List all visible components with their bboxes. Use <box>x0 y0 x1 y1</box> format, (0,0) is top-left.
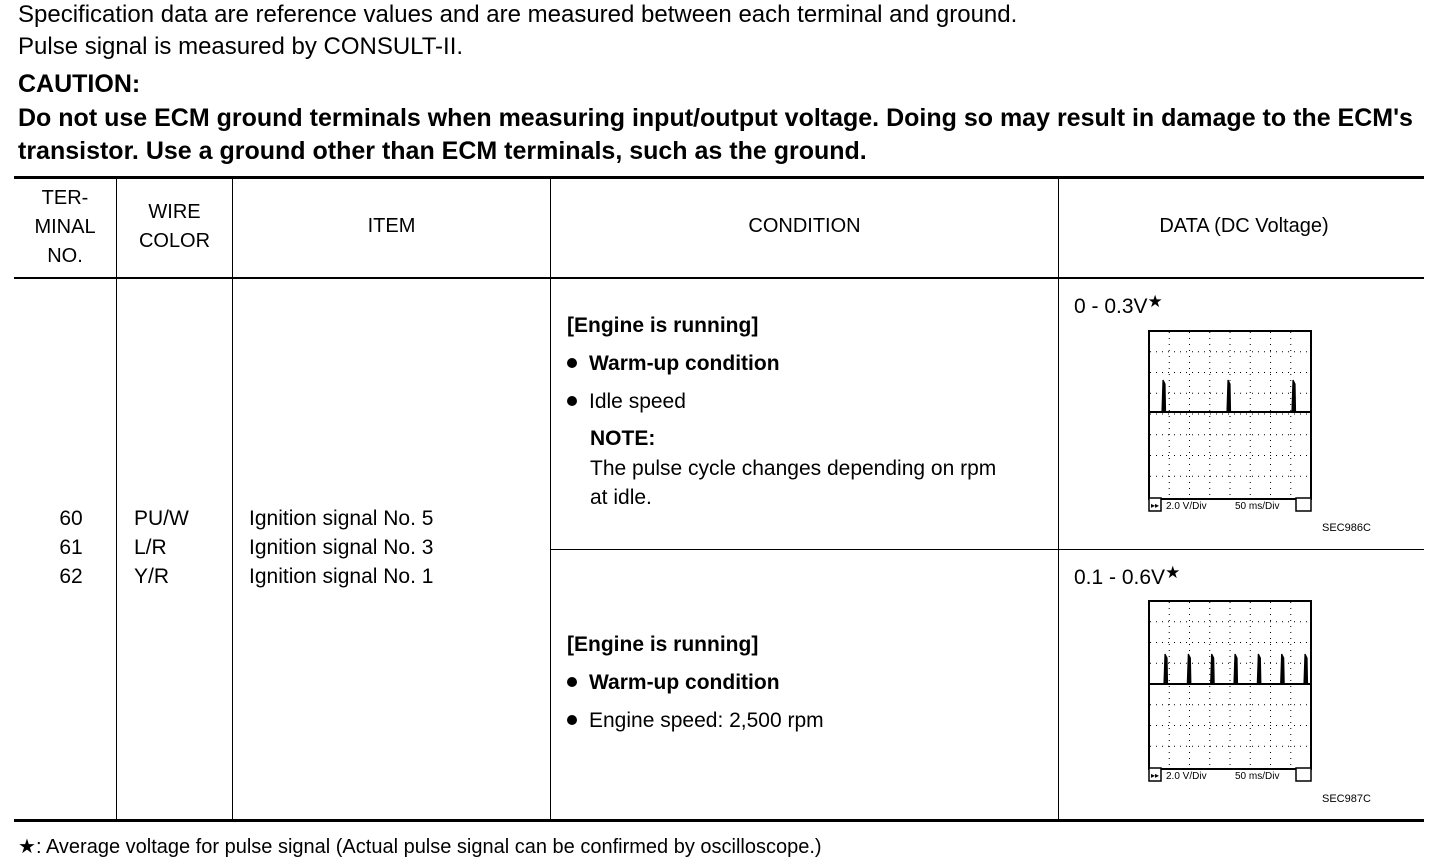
column-divider-2 <box>232 179 233 820</box>
bullet-icon <box>567 396 577 406</box>
header-wire-color <box>117 198 232 256</box>
caution-title: CAUTION: <box>18 70 141 98</box>
svg-text:▸▸: ▸▸ <box>1150 771 1160 780</box>
note-text-line-2: at idle. <box>590 486 652 509</box>
oscilloscope-waveform-2 <box>1148 600 1312 782</box>
voltage-range: 0 - 0.3V <box>1074 295 1148 318</box>
pulse-spike <box>1292 380 1296 412</box>
terminal-column <box>14 504 128 591</box>
note-title: NOTE: <box>590 427 656 450</box>
star-icon: ★ <box>1165 563 1181 582</box>
svg-text:▸▸: ▸▸ <box>1150 501 1160 510</box>
condition-bullet-text: Warm-up condition <box>589 352 780 375</box>
pulse-spike <box>1227 380 1231 412</box>
table-bottom-rule <box>14 819 1424 822</box>
column-divider-4 <box>1058 179 1059 820</box>
header-wire-line-2: COLOR <box>138 230 211 252</box>
star-icon: ★ <box>18 836 36 858</box>
condition-bullet <box>567 671 780 695</box>
pulse-spike <box>1162 380 1166 412</box>
item-name: Ignition signal No. 5 <box>249 507 434 530</box>
bullet-icon <box>567 677 577 687</box>
intro-line-1: Specification data are reference values and are measured between each terminal and ground. <box>18 1 1018 28</box>
column-divider-1 <box>116 179 117 820</box>
bullet-icon <box>567 358 577 368</box>
scope-volt-div: 2.0 V/Div <box>1166 501 1207 512</box>
condition-bullet <box>567 709 824 733</box>
star-icon: ★ <box>1147 292 1163 311</box>
pulse-spike <box>1234 654 1238 684</box>
header-condition: CONDITION <box>748 215 861 237</box>
column-divider-3 <box>550 179 551 820</box>
header-item: ITEM <box>367 215 416 237</box>
condition-heading: [Engine is running] <box>567 314 759 337</box>
condition-bullet <box>567 352 780 376</box>
table-header-rule <box>14 277 1424 279</box>
header-data: DATA (DC Voltage) <box>1159 215 1329 237</box>
note-text-line-1: The pulse cycle changes depending on rpm <box>590 457 997 480</box>
voltage-range: 0.1 - 0.6V <box>1074 566 1166 589</box>
condition-bullet-text: Engine speed: 2,500 rpm <box>589 709 824 732</box>
figure-code-2: SEC987C <box>1322 793 1371 805</box>
bullet-icon <box>567 715 577 725</box>
footnote <box>18 834 822 859</box>
intro-line-2: Pulse signal is measured by CONSULT-II. <box>18 33 464 60</box>
table-top-rule <box>14 176 1424 179</box>
condition-bullet <box>567 390 686 414</box>
scope-volt-div: 2.0 V/Div <box>1166 771 1207 782</box>
header-terminal-line-2: MINAL <box>34 216 96 238</box>
wire-color: Y/R <box>134 565 170 588</box>
terminal-number: 62 <box>59 565 83 588</box>
header-terminal-no <box>14 184 116 271</box>
condition-divider <box>550 549 1424 550</box>
caution-body: Do not use ECM ground terminals when measuring input/output voltage. Doing so may result in damage to the ECM's transistor. Use a ground other than ECM terminals, such as the ground. <box>18 104 1413 165</box>
item-name: Ignition signal No. 3 <box>249 536 434 559</box>
pulse-spike <box>1164 654 1168 684</box>
wire-color: L/R <box>134 536 167 559</box>
header-terminal-line-1: TER- <box>41 187 89 209</box>
item-name: Ignition signal No. 1 <box>249 565 434 588</box>
pulse-spike <box>1187 654 1191 684</box>
item-column <box>249 504 433 591</box>
pulse-spike <box>1304 654 1308 684</box>
wire-color-column <box>134 504 189 591</box>
terminal-number: 61 <box>59 536 83 559</box>
voltage-value-2 <box>1074 563 1180 590</box>
terminal-number: 60 <box>59 507 83 530</box>
scope-time-div: 50 ms/Div <box>1235 771 1280 782</box>
pulse-spike <box>1257 654 1261 684</box>
footnote-text: : Average voltage for pulse signal (Actual pulse signal can be confirmed by oscilloscope.) <box>35 836 822 858</box>
oscilloscope-waveform-1 <box>1148 330 1312 512</box>
pulse-spike <box>1211 654 1215 684</box>
figure-code-1: SEC986C <box>1322 522 1371 534</box>
header-wire-line-1: WIRE <box>148 201 201 223</box>
condition-bullet-text: Warm-up condition <box>589 671 780 694</box>
condition-bullet-text: Idle speed <box>589 390 686 413</box>
wire-color: PU/W <box>134 507 189 530</box>
pulse-spike <box>1281 654 1285 684</box>
header-terminal-line-3: NO. <box>47 245 83 267</box>
voltage-value-1 <box>1074 292 1163 319</box>
condition-heading: [Engine is running] <box>567 633 759 656</box>
scope-time-div: 50 ms/Div <box>1235 501 1280 512</box>
